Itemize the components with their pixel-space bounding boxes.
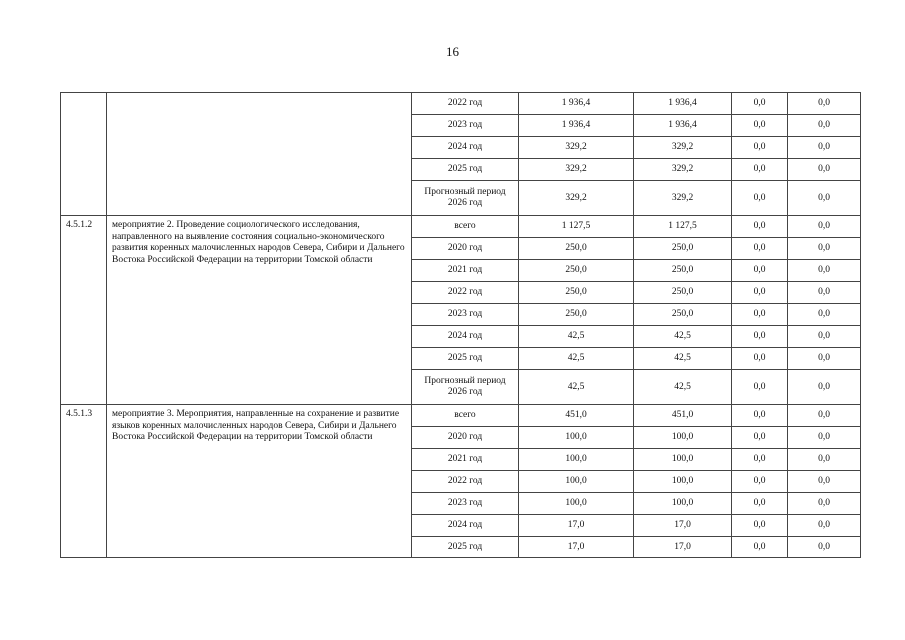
other-sources-cell: 0,0 [788,326,861,348]
total-cell: 451,0 [519,405,634,427]
other-sources-cell: 0,0 [788,282,861,304]
other-sources-cell: 0,0 [788,93,861,115]
federal-budget-cell: 0,0 [732,326,788,348]
other-sources-cell: 0,0 [788,348,861,370]
other-sources-cell: 0,0 [788,115,861,137]
federal-budget-cell: 0,0 [732,115,788,137]
regional-budget-cell: 100,0 [634,493,732,515]
federal-budget-cell: 0,0 [732,181,788,216]
other-sources-cell: 0,0 [788,238,861,260]
regional-budget-cell: 1 936,4 [634,115,732,137]
regional-budget-cell: 451,0 [634,405,732,427]
period-cell: 2025 год [412,537,519,558]
regional-budget-cell: 329,2 [634,137,732,159]
regional-budget-cell: 42,5 [634,370,732,405]
activity-code: 4.5.1.3 [61,405,107,558]
period-cell: 2022 год [412,93,519,115]
activity-name [107,93,412,216]
total-cell: 329,2 [519,181,634,216]
regional-budget-cell: 100,0 [634,449,732,471]
regional-budget-cell: 42,5 [634,326,732,348]
regional-budget-cell: 250,0 [634,282,732,304]
total-cell: 250,0 [519,260,634,282]
period-cell: Прогнозный период 2026 год [412,181,519,216]
regional-budget-cell: 250,0 [634,238,732,260]
other-sources-cell: 0,0 [788,427,861,449]
total-cell: 1 936,4 [519,115,634,137]
total-cell: 17,0 [519,515,634,537]
regional-budget-cell: 1 936,4 [634,93,732,115]
period-cell: 2023 год [412,115,519,137]
federal-budget-cell: 0,0 [732,282,788,304]
federal-budget-cell: 0,0 [732,304,788,326]
table-row [61,93,861,115]
total-cell: 17,0 [519,537,634,558]
federal-budget-cell: 0,0 [732,515,788,537]
period-cell: всего [412,405,519,427]
period-cell: 2024 год [412,515,519,537]
federal-budget-cell: 0,0 [732,216,788,238]
activity-name: мероприятие 2. Проведение социологического исследования, направленного на выявление состояния социально-экономического развития коренных малочисленных народов Севера, Сибири и Дальнего Востока Российской Федерации на территории Томской области [107,216,412,405]
other-sources-cell: 0,0 [788,493,861,515]
total-cell: 100,0 [519,493,634,515]
other-sources-cell: 0,0 [788,304,861,326]
federal-budget-cell: 0,0 [732,537,788,558]
other-sources-cell: 0,0 [788,137,861,159]
regional-budget-cell: 250,0 [634,260,732,282]
other-sources-cell: 0,0 [788,181,861,216]
regional-budget-cell: 17,0 [634,537,732,558]
federal-budget-cell: 0,0 [732,370,788,405]
total-cell: 42,5 [519,370,634,405]
federal-budget-cell: 0,0 [732,348,788,370]
table-row [61,216,861,238]
period-cell: 2021 год [412,449,519,471]
total-cell: 1 127,5 [519,216,634,238]
regional-budget-cell: 100,0 [634,471,732,493]
period-cell: 2025 год [412,159,519,181]
period-cell: 2023 год [412,304,519,326]
period-cell: 2023 год [412,493,519,515]
federal-budget-cell: 0,0 [732,260,788,282]
period-cell: Прогнозный период 2026 год [412,370,519,405]
period-cell: 2025 год [412,348,519,370]
period-cell: всего [412,216,519,238]
budget-table [60,92,861,558]
regional-budget-cell: 42,5 [634,348,732,370]
regional-budget-cell: 17,0 [634,515,732,537]
other-sources-cell: 0,0 [788,537,861,558]
regional-budget-cell: 250,0 [634,304,732,326]
federal-budget-cell: 0,0 [732,93,788,115]
period-cell: 2022 год [412,282,519,304]
federal-budget-cell: 0,0 [732,493,788,515]
regional-budget-cell: 329,2 [634,181,732,216]
other-sources-cell: 0,0 [788,471,861,493]
period-cell: 2020 год [412,238,519,260]
period-cell: 2024 год [412,326,519,348]
other-sources-cell: 0,0 [788,515,861,537]
activity-code: 4.5.1.2 [61,216,107,405]
other-sources-cell: 0,0 [788,449,861,471]
other-sources-cell: 0,0 [788,159,861,181]
total-cell: 100,0 [519,427,634,449]
total-cell: 250,0 [519,238,634,260]
total-cell: 42,5 [519,348,634,370]
period-cell: 2024 год [412,137,519,159]
table-row [61,405,861,427]
total-cell: 100,0 [519,471,634,493]
federal-budget-cell: 0,0 [732,137,788,159]
other-sources-cell: 0,0 [788,370,861,405]
federal-budget-cell: 0,0 [732,238,788,260]
federal-budget-cell: 0,0 [732,159,788,181]
activity-name: мероприятие 3. Мероприятия, направленные на сохранение и развитие языков коренных малочисленных народов Севера, Сибири и Дальнего Востока Российской Федерации на территории Томской области [107,405,412,558]
regional-budget-cell: 100,0 [634,427,732,449]
period-cell: 2022 год [412,471,519,493]
federal-budget-cell: 0,0 [732,471,788,493]
total-cell: 250,0 [519,304,634,326]
total-cell: 42,5 [519,326,634,348]
period-cell: 2021 год [412,260,519,282]
total-cell: 329,2 [519,137,634,159]
federal-budget-cell: 0,0 [732,405,788,427]
total-cell: 1 936,4 [519,93,634,115]
total-cell: 100,0 [519,449,634,471]
total-cell: 329,2 [519,159,634,181]
page-number: 16 [446,44,459,59]
regional-budget-cell: 1 127,5 [634,216,732,238]
other-sources-cell: 0,0 [788,260,861,282]
activity-code [61,93,107,216]
period-cell: 2020 год [412,427,519,449]
other-sources-cell: 0,0 [788,405,861,427]
other-sources-cell: 0,0 [788,216,861,238]
federal-budget-cell: 0,0 [732,427,788,449]
federal-budget-cell: 0,0 [732,449,788,471]
regional-budget-cell: 329,2 [634,159,732,181]
total-cell: 250,0 [519,282,634,304]
